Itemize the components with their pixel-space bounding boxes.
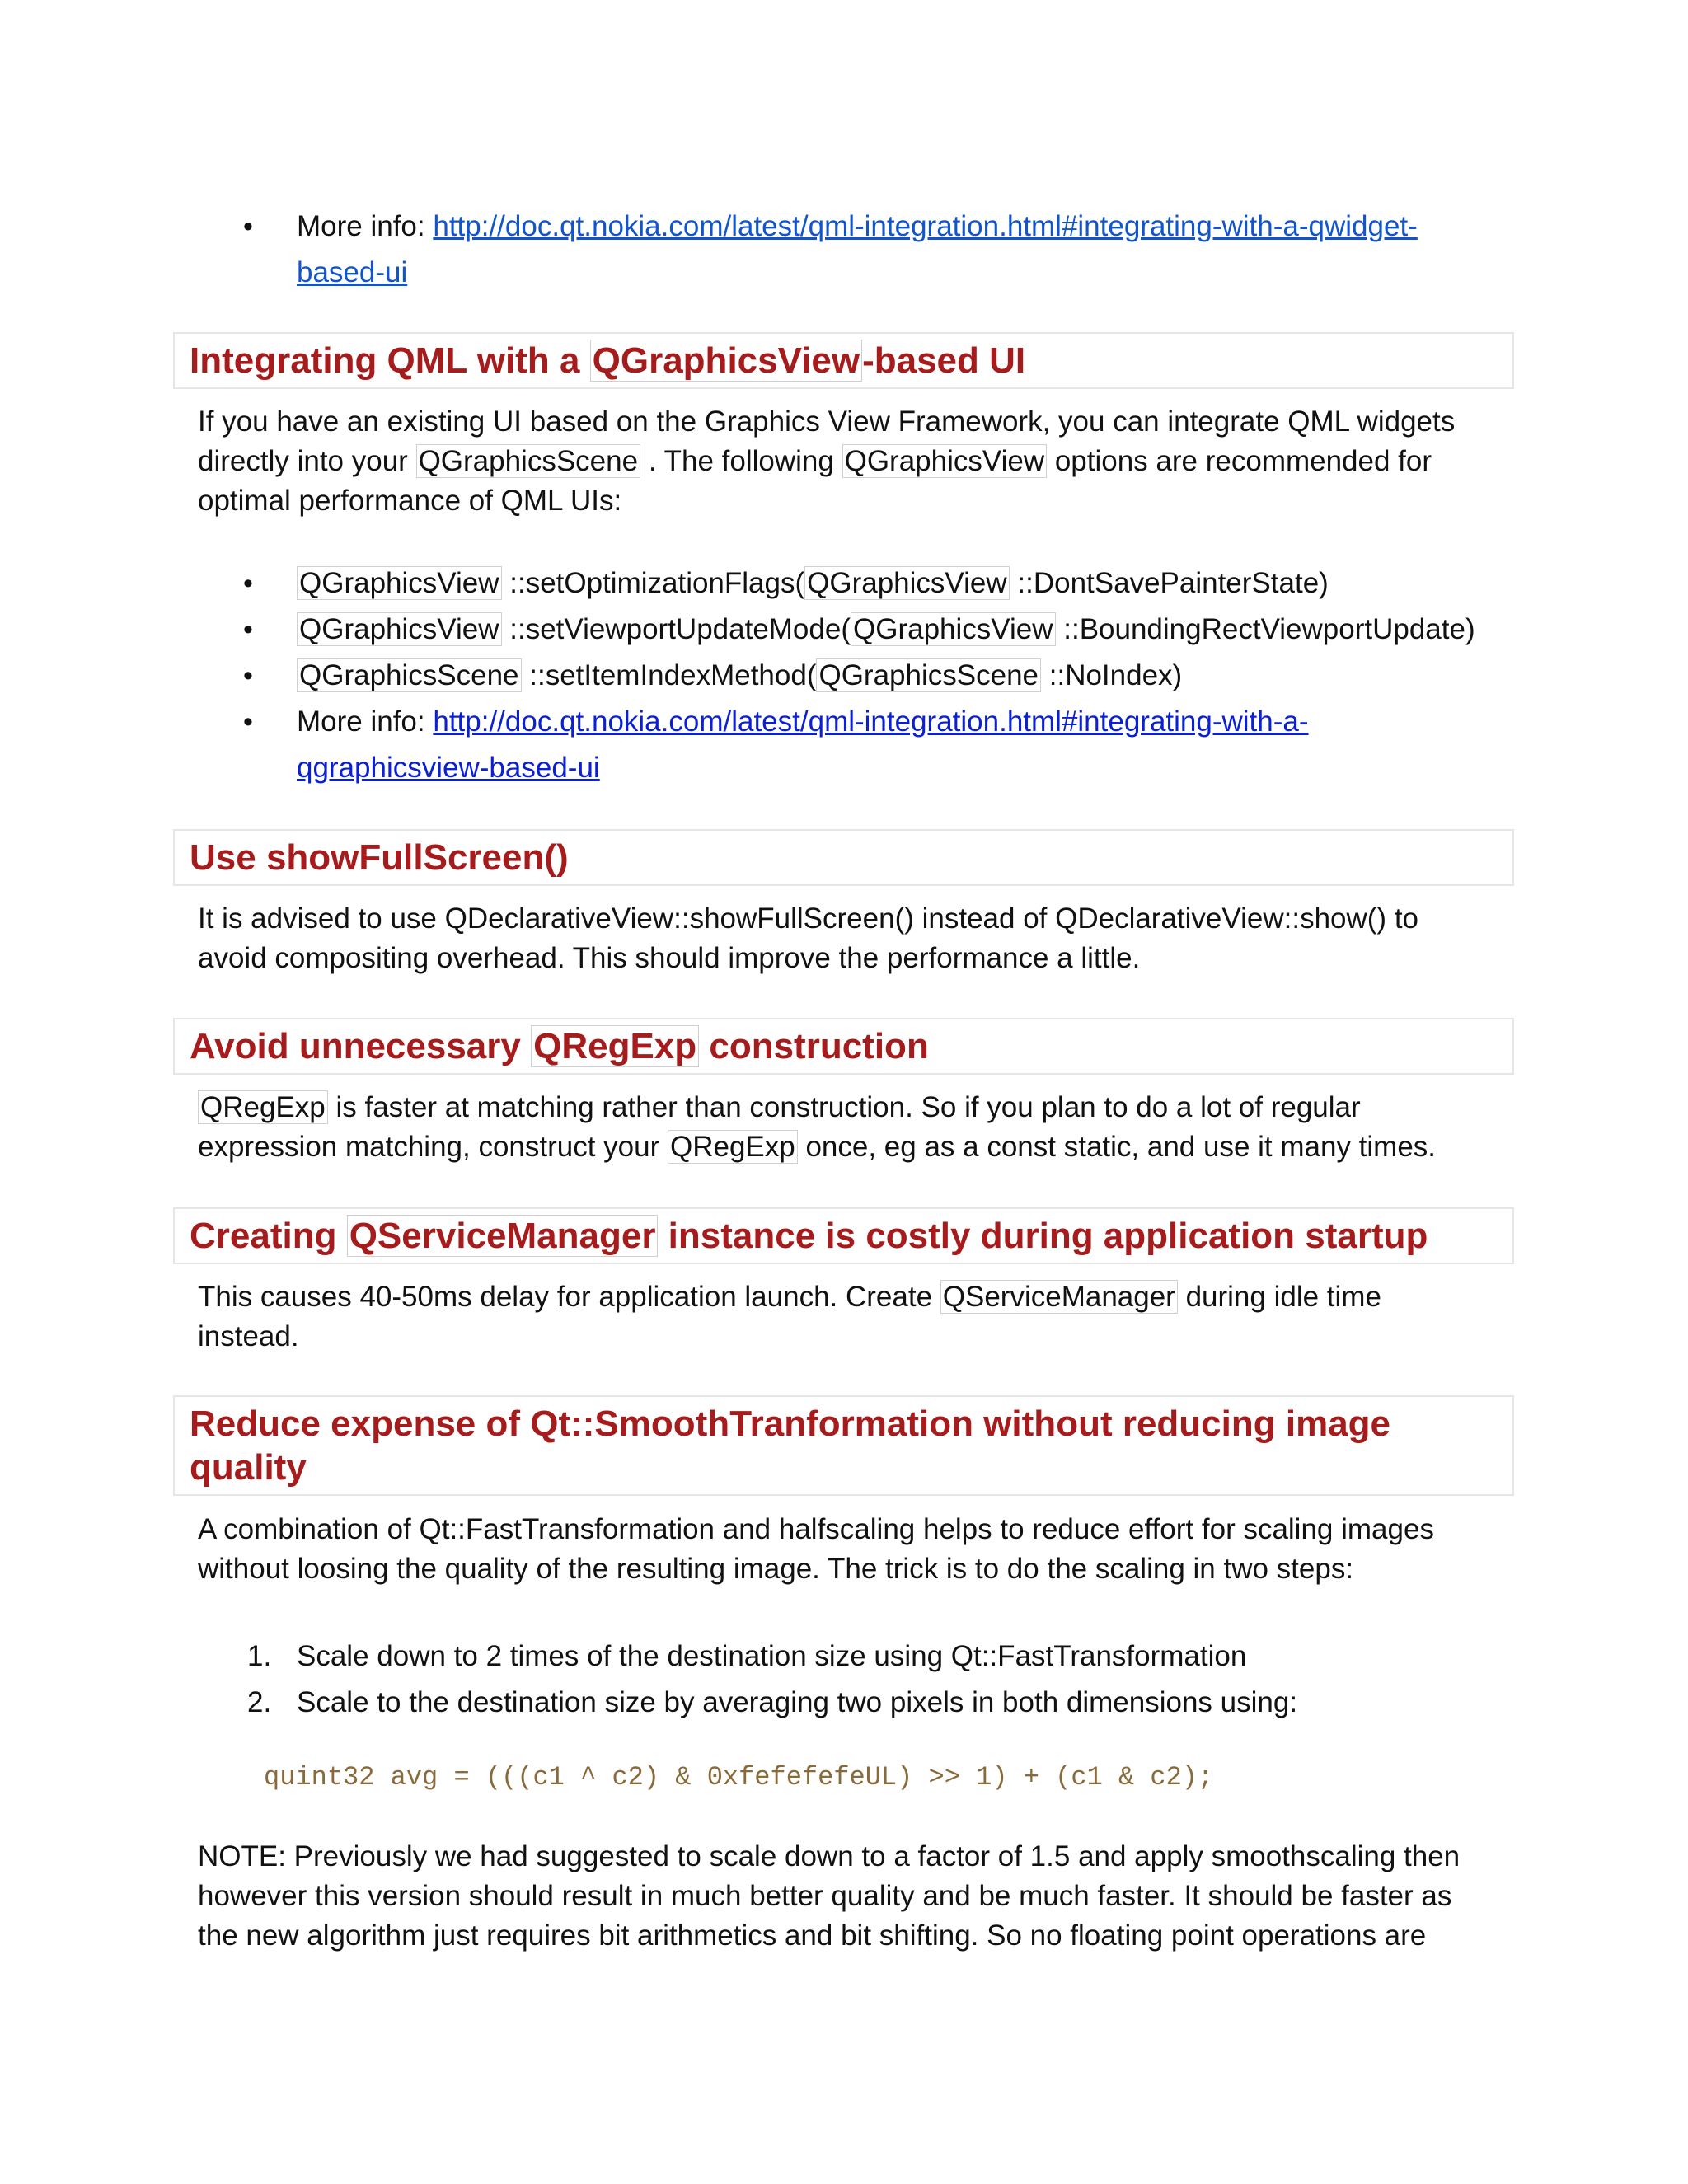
qservicemanager-ref[interactable]: QServiceManager xyxy=(940,1280,1178,1314)
list-item xyxy=(243,204,1418,296)
list-item: • QGraphicsScene ::setItemIndexMethod(QGraphicsScene ::NoIndex) xyxy=(243,653,1475,699)
section-paragraph: It is advised to use QDeclarativeView::showFullScreen() instead of QDeclarativeView::show() to avoid compositing overhead. This should improve the performance a little. xyxy=(198,902,1419,974)
more-info-label: More info: xyxy=(297,210,425,242)
qservicemanager-ref[interactable]: QServiceManager xyxy=(347,1215,659,1257)
code-snippet: quint32 avg = (((c1 ^ c2) & 0xfefefefeUL) >> 1) + (c1 & c2); xyxy=(264,1762,1214,1793)
top-bullet-list xyxy=(243,204,1418,296)
qgraphicsview-ref[interactable]: QGraphicsView xyxy=(842,444,1048,478)
section-heading-showfullscreen: Use showFullScreen() xyxy=(173,829,1514,886)
section-paragraph: This causes 40-50ms delay for application launch. Create QServiceManager during idle time instead. xyxy=(198,1281,1381,1352)
step-number: 2. xyxy=(247,1686,272,1718)
section-paragraph: If you have an existing UI based on the Graphics View Framework, you can integrate QML widgets directly into your QGraphicsScene . The following QGraphicsView options are recommended for optimal performance of QML UIs: xyxy=(198,405,1456,517)
qgraphicsview-ref[interactable]: QGraphicsView xyxy=(297,612,502,646)
qgraphicsview-options-list xyxy=(243,560,1475,791)
qgraphicsscene-ref[interactable]: QGraphicsScene xyxy=(816,658,1041,692)
section-paragraph: QRegExp is faster at matching rather than construction. So if you plan to do a lot of regular expression matching, construct your QRegExp once, eg as a const static, and use it many times. xyxy=(198,1091,1437,1163)
qwidget-integration-link[interactable]: http://doc.qt.nokia.com/latest/qml-integration.html#integrating-with-a-qwidget- based-ui xyxy=(297,210,1418,288)
qgraphicsview-ref[interactable]: QGraphicsView xyxy=(590,340,862,382)
qgraphicsview-integration-link[interactable]: http://doc.qt.nokia.com/latest/qml-integration.html#integrating-with-a- qgraphicsview-based-ui xyxy=(297,705,1309,784)
qgraphicsview-ref[interactable]: QGraphicsView xyxy=(804,566,1010,600)
more-info-label: More info: xyxy=(297,705,425,738)
qregexp-ref[interactable]: QRegExp xyxy=(198,1090,328,1124)
list-item xyxy=(243,699,1475,791)
list-item: 1. Scale down to 2 times of the destination size using Qt::FastTransformation xyxy=(243,1633,1297,1680)
qregexp-ref[interactable]: QRegExp xyxy=(668,1130,798,1164)
list-item: • QGraphicsView ::setViewportUpdateMode(QGraphicsView ::BoundingRectViewportUpdate) xyxy=(243,607,1475,653)
note-paragraph: NOTE: Previously we had suggested to scale down to a factor of 1.5 and apply smoothscaling then however this version should result in much better quality and be much faster. It should be faster as the new algorithm just requires bit arithmetics and bit shifting. So no floating point operations are xyxy=(198,1840,1461,1952)
step-number: 1. xyxy=(247,1640,272,1672)
qgraphicsscene-ref[interactable]: QGraphicsScene xyxy=(297,658,522,692)
section-heading-smoothtransformation: Reduce expense of Qt::SmoothTranformation without reducing image quality xyxy=(173,1395,1514,1496)
section-heading-qgraphicsview: Integrating QML with a QGraphicsView-based UI xyxy=(173,332,1514,389)
section-paragraph: A combination of Qt::FastTransformation and halfscaling helps to reduce effort for scaling images without loosing the quality of the resulting image. The trick is to do the scaling in two steps: xyxy=(198,1513,1434,1585)
qgraphicsscene-ref[interactable]: QGraphicsScene xyxy=(416,444,641,478)
section-heading-qregexp: Avoid unnecessary QRegExp construction xyxy=(173,1018,1514,1075)
qgraphicsview-ref[interactable]: QGraphicsView xyxy=(851,612,1056,646)
scaling-steps-list xyxy=(243,1633,1297,1726)
list-item: 2. Scale to the destination size by averaging two pixels in both dimensions using: xyxy=(243,1680,1297,1726)
list-item: • QGraphicsView ::setOptimizationFlags(QGraphicsView ::DontSavePainterState) xyxy=(243,560,1475,607)
qregexp-ref[interactable]: QRegExp xyxy=(531,1025,699,1067)
section-heading-qservicemanager: Creating QServiceManager instance is costly during application startup xyxy=(173,1207,1514,1264)
qgraphicsview-ref[interactable]: QGraphicsView xyxy=(297,566,502,600)
